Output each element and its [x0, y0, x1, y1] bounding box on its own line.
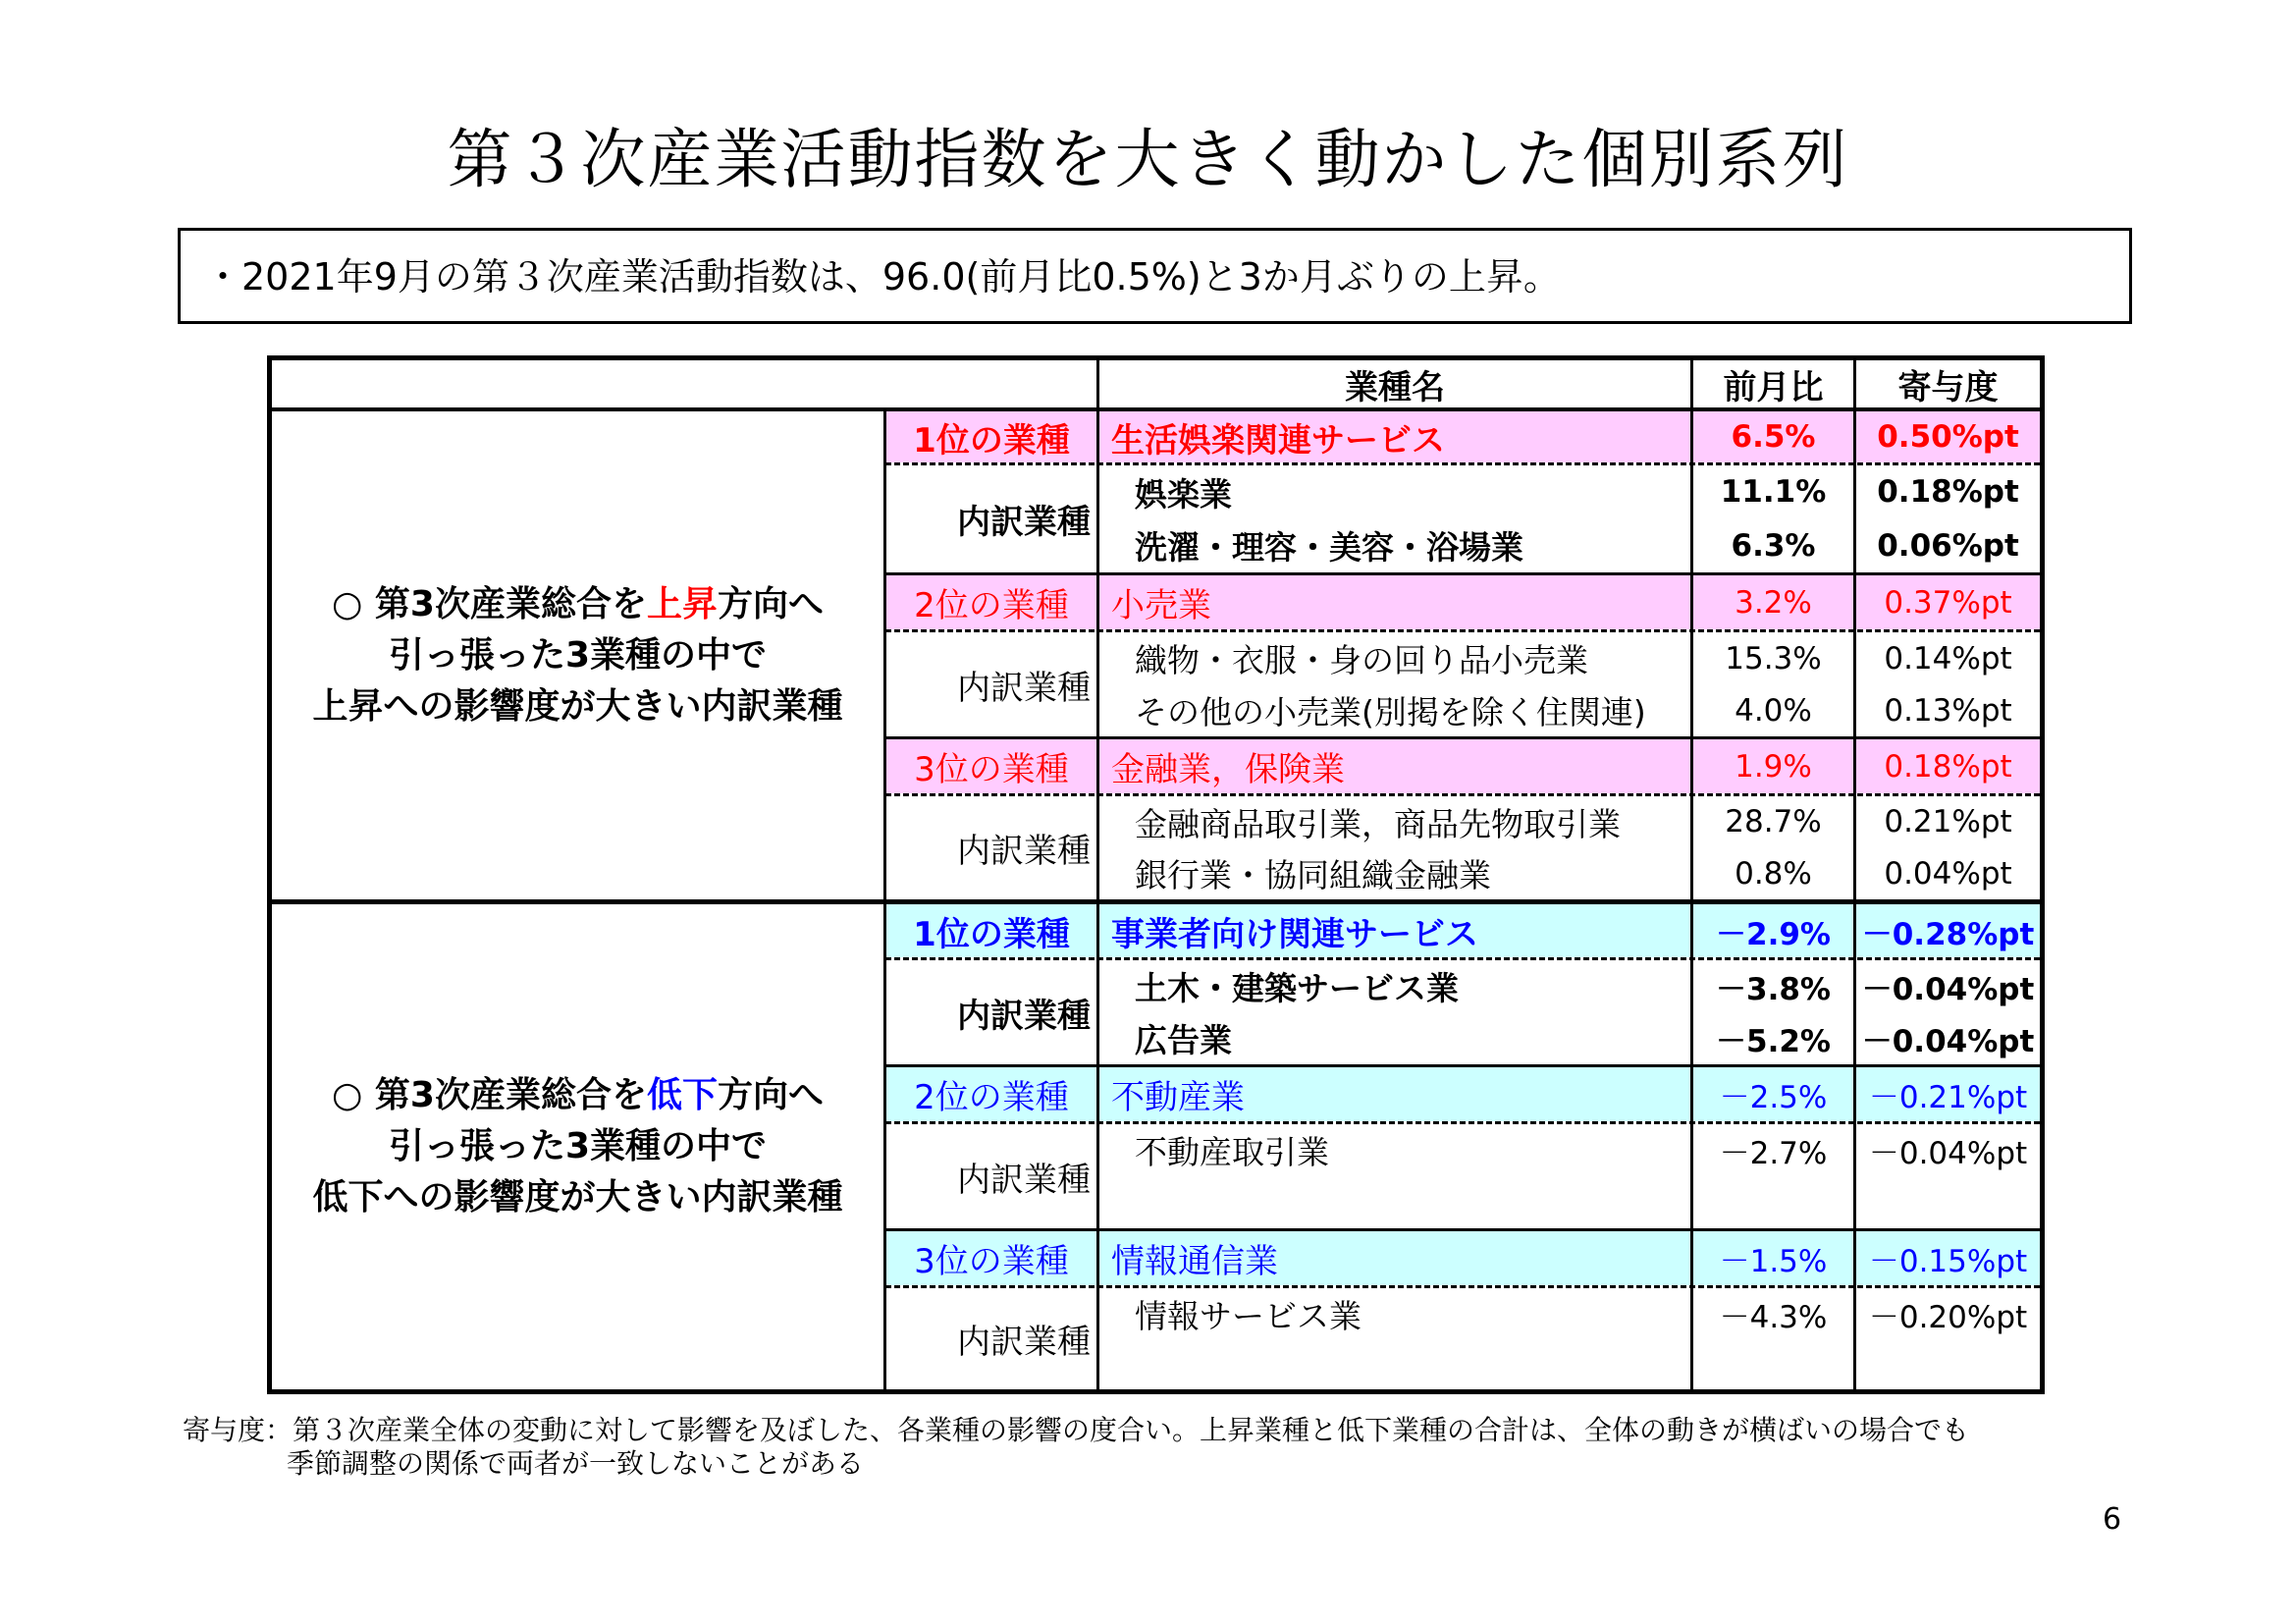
fall-rank2-breakdown-label: 内訳業種: [957, 1160, 1091, 1200]
rise-rank3-name: 金融業，保険業: [1111, 750, 1345, 789]
fall-rank3-contrib: －0.15%pt: [1868, 1244, 2028, 1279]
fall-rank1-sub2-mom: －5.2%: [1716, 1024, 1831, 1059]
rise-rank1-sub2-mom: 6.3%: [1731, 527, 1816, 564]
rise-keyword: 上昇: [646, 583, 718, 624]
rise-rank2-label: 2位の業種: [914, 586, 1069, 625]
rise-rank2-sub1-contrib: 0.14%pt: [1884, 640, 2012, 677]
fall-keyword: 低下: [646, 1075, 718, 1115]
page-title: 第３次産業活動指数を大きく動かした個別系列: [447, 122, 1849, 197]
rise-rank3-sub2-name: 銀行業・協同組織金融業: [1135, 856, 1491, 894]
fall-group-line3: 低下への影響度が大きい内訳業種: [312, 1177, 843, 1218]
fall-rank3-mom: －1.5%: [1719, 1244, 1828, 1279]
rise-rank3-contrib: 0.18%pt: [1884, 748, 2012, 785]
rise-rank2-breakdown-label: 内訳業種: [957, 668, 1091, 708]
footnote-line1: 寄与度：第３次産業全体の変動に対して影響を及ぼした、各業種の影響の度合い。上昇業種と低下業種の合計は、全体の動きが横ばいの場合でも: [183, 1414, 1970, 1446]
rise-rank3-label: 3位の業種: [914, 750, 1069, 789]
fall-rank2-label: 2位の業種: [914, 1078, 1069, 1117]
footnote: [183, 1414, 1969, 1481]
rise-rank3-sub1-mom: 28.7%: [1725, 804, 1822, 839]
fall-group-line1a: ○ 第3次産業総合を: [331, 1075, 647, 1115]
fall-rank2-sub1-mom: －2.7%: [1719, 1136, 1828, 1171]
rise-rank1-breakdown-label: 内訳業種: [957, 503, 1091, 542]
page-number: 6: [2103, 1502, 2122, 1537]
fall-group-line1b: 方向へ: [718, 1075, 825, 1115]
rise-group-line3: 上昇への影響度が大きい内訳業種: [312, 685, 843, 727]
rise-rank3-sub1-contrib: 0.21%pt: [1884, 804, 2012, 839]
header-contrib: 寄与度: [1897, 367, 1999, 407]
fall-rank3-sub1-mom: －4.3%: [1719, 1300, 1828, 1335]
fall-rank1-label: 1位の業種: [913, 914, 1070, 954]
fall-group-label: [272, 904, 883, 1389]
rise-rank1-sub2-contrib: 0.06%pt: [1877, 527, 2019, 564]
industry-table: [267, 355, 2045, 1394]
fall-rank1-sub1-mom: －3.8%: [1716, 972, 1831, 1007]
fall-rank1-sub1-contrib: －0.04%pt: [1861, 972, 2035, 1007]
rise-rank2-name: 小売業: [1111, 586, 1211, 625]
rise-rank2-sub2-name: その他の小売業(別掲を除く住関連): [1135, 693, 1646, 731]
rise-rank2-sub1-name: 織物・衣服・身の回り品小売業: [1135, 641, 1588, 679]
rise-rank2-mom: 3.2%: [1735, 584, 1812, 621]
table-border-bottom: [267, 1389, 2045, 1394]
rise-rank3-sub2-contrib: 0.04%pt: [1884, 855, 2012, 892]
summary-box: [178, 228, 2132, 324]
rise-rank3-mom: 1.9%: [1735, 748, 1812, 785]
rise-rank2-contrib: 0.37%pt: [1884, 584, 2012, 621]
rise-rank1-mom: 6.5%: [1731, 419, 1816, 455]
fall-rank3-sub1-name: 情報サービス業: [1135, 1297, 1362, 1335]
header-industry: 業種名: [1345, 367, 1445, 407]
fall-rank1-sub2-contrib: －0.04%pt: [1861, 1024, 2035, 1059]
fall-rank1-name: 事業者向け関連サービス: [1111, 914, 1478, 954]
rise-rank1-sub1-name: 娯楽業: [1135, 474, 1232, 514]
rise-rank1-contrib: 0.50%pt: [1877, 419, 2019, 455]
rise-rank1-name: 生活娯楽関連サービス: [1111, 420, 1445, 460]
rise-rank3-sub2-mom: 0.8%: [1735, 855, 1812, 892]
fall-rank3-breakdown-label: 内訳業種: [957, 1323, 1091, 1362]
fall-rank2-sub1-name: 不動産取引業: [1135, 1133, 1329, 1171]
fall-rank3-name: 情報通信業: [1111, 1242, 1278, 1281]
rise-rank3-breakdown-label: 内訳業種: [957, 832, 1091, 871]
footnote-line2: 季節調整の関係で両者が一致しないことがある: [287, 1447, 865, 1480]
rise-rank2-sub1-mom: 15.3%: [1725, 640, 1822, 677]
rise-group-line2: 引っ張った3業種の中で: [388, 634, 768, 676]
rise-rank1-label: 1位の業種: [913, 420, 1070, 460]
rise-rank1-sub2-name: 洗濯・理容・美容・浴場業: [1135, 528, 1523, 567]
fall-rank3-label: 3位の業種: [914, 1242, 1069, 1281]
rise-rank3-sub1-name: 金融商品取引業，商品先物取引業: [1135, 804, 1621, 843]
rise-group-line1a: ○ 第3次産業総合を: [331, 583, 647, 624]
fall-rank2-name: 不動産業: [1111, 1078, 1245, 1117]
rise-rank1-sub1-mom: 11.1%: [1720, 474, 1827, 510]
table-border-right: [2040, 355, 2045, 1394]
rise-rank2-sub2-contrib: 0.13%pt: [1884, 692, 2012, 729]
rise-group-line1b: 方向へ: [718, 583, 825, 624]
header-mom: 前月比: [1723, 367, 1824, 407]
summary-text: ・2021年9月の第３次産業活動指数は、96.0(前月比0.5%)と3か月ぶりの上昇。: [204, 255, 1561, 298]
fall-rank2-sub1-contrib: －0.04%pt: [1868, 1136, 2028, 1171]
fall-rank2-mom: －2.5%: [1719, 1080, 1828, 1115]
fall-rank1-sub1-name: 土木・建築サービス業: [1135, 969, 1459, 1007]
fall-rank3-sub1-contrib: －0.20%pt: [1868, 1300, 2028, 1335]
rise-rank2-sub2-mom: 4.0%: [1735, 692, 1812, 729]
rise-rank1-sub1-contrib: 0.18%pt: [1877, 474, 2019, 510]
fall-rank1-sub2-name: 広告業: [1135, 1021, 1232, 1059]
fall-rank1-contrib: －0.28%pt: [1861, 916, 2035, 952]
rise-group-label: [272, 411, 883, 899]
fall-group-line2: 引っ張った3業種の中で: [388, 1126, 768, 1166]
fall-rank2-contrib: －0.21%pt: [1868, 1080, 2028, 1115]
fall-rank1-breakdown-label: 内訳業種: [957, 996, 1091, 1036]
fall-rank1-mom: －2.9%: [1716, 916, 1831, 952]
